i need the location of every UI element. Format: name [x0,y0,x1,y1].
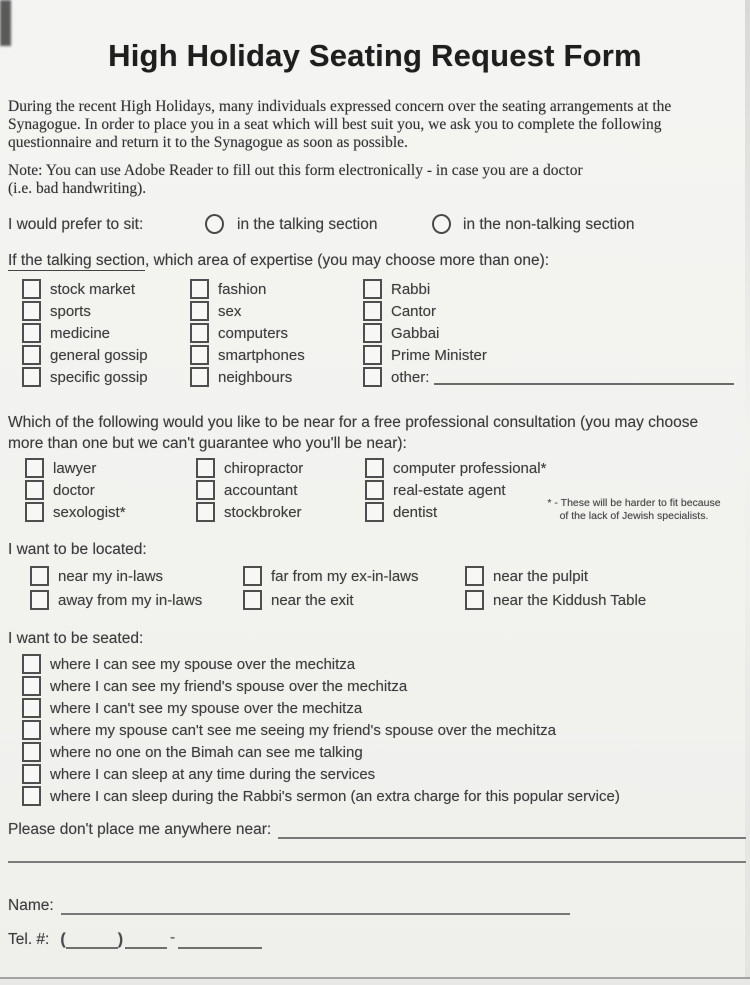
checkbox-label: chiropractor [224,459,304,477]
checkbox-label: where I can see my spouse over the mechitza [50,655,356,673]
checkbox[interactable] [22,720,41,740]
checkbox-label: neighbours [218,368,293,386]
checkbox-label: other: [391,368,430,386]
checkbox[interactable] [196,502,215,522]
checkbox[interactable] [30,566,49,586]
checkbox[interactable] [22,676,41,696]
specialists-footnote [527,497,741,522]
checkbox-label: Gabbai [391,324,440,342]
checkbox[interactable] [22,786,41,806]
checkbox-label: near the exit [271,591,354,609]
checkbox-option [363,322,734,344]
checkbox-label: computers [218,324,289,342]
checkbox-label: Cantor [391,302,437,320]
scan-edge-bottom-fill [0,979,750,985]
checkbox-label: computer professional* [393,459,547,477]
checkbox[interactable] [22,301,41,321]
name-row [8,896,570,915]
expertise-grid [0,278,750,388]
checkbox[interactable] [22,345,41,365]
checkbox[interactable] [25,458,44,478]
checkbox-label: accountant [224,481,298,499]
checkbox[interactable] [190,345,209,365]
avoid-label: Please don't place me anywhere near: [8,821,272,838]
checkbox-option [25,457,196,479]
checkbox-label: sexologist* [53,503,126,521]
checkbox-label: real-estate agent [393,481,506,499]
checkbox-option [465,588,646,612]
checkbox-option [363,278,734,300]
name-label: Name: [8,897,54,914]
checkbox-option [365,479,546,501]
checkbox[interactable] [363,301,382,321]
checkbox-column [25,457,196,523]
checkbox-option [30,588,243,612]
checkbox-option [190,366,363,388]
checkbox-label: stock market [50,280,136,298]
checkbox-label: away from my in-laws [58,591,203,609]
avoid-row [8,820,746,839]
tel-paren-open: ( [60,931,66,948]
checkbox[interactable] [190,279,209,299]
checkbox-option [190,278,363,300]
tel-label: Tel. #: [8,931,50,948]
checkbox-label: near the pulpit [493,567,589,585]
checkbox[interactable] [196,458,215,478]
checkbox-label: near the Kiddush Table [493,591,647,609]
text-line: Which of the following would you like to be near for a free professional consultation (you may choose [8,414,699,431]
checkbox-label: doctor [53,481,95,499]
checkbox[interactable] [465,566,484,586]
checkbox-option [22,322,190,344]
checkbox-option [22,675,750,697]
checkbox[interactable] [22,367,41,387]
checkbox-option [22,300,190,322]
checkbox-option [22,741,750,763]
checkbox-option [243,564,465,588]
checkbox-option [196,457,365,479]
checkbox-option [363,344,734,366]
checkbox-label: lawyer [53,459,97,477]
checkbox-label: where I can see my friend's spouse over the mechitza [50,677,408,695]
checkbox[interactable] [363,345,382,365]
radio-label-talking: in the talking section [237,216,378,233]
checkbox-option [363,300,734,322]
checkbox-column [196,457,365,523]
expertise-heading-rest: , which area of expertise (you may choose more than one): [145,252,550,269]
checkbox-option [363,366,734,388]
checkbox-column [243,564,465,612]
checkbox-label: dentist [393,503,438,521]
checkbox-option [190,322,363,344]
text-line: Note: You can use Adobe Reader to fill out this form electronically - in case you are a doctor [8,162,583,179]
seated-list [0,653,750,807]
checkbox[interactable] [243,566,262,586]
text-line: more than one but we can't guarantee who you'll be near): [8,435,407,452]
checkbox[interactable] [365,458,384,478]
checkbox[interactable] [30,590,49,610]
checkbox-label: general gossip [50,346,148,364]
checkbox[interactable] [363,323,382,343]
checkbox-label: medicine [50,324,111,342]
checkbox[interactable] [22,764,41,784]
avoid-input-line-2[interactable] [8,843,746,863]
text-line: questionnaire and return it to the Synagogue as soon as possible. [8,134,408,151]
checkbox[interactable] [363,367,382,387]
checkbox[interactable] [22,279,41,299]
other-input-line[interactable] [434,370,734,385]
checkbox-label: where no one on the Bimah can see me talking [50,743,363,761]
tel-row [8,929,262,949]
checkbox-label: smartphones [218,346,305,364]
checkbox-column [363,278,734,388]
checkbox-option [25,501,196,523]
checkbox-option [22,719,750,741]
intro-paragraph [8,98,720,152]
checkbox[interactable] [365,502,384,522]
checkbox-option [22,785,750,807]
tel-suffix-line[interactable] [178,933,262,949]
checkbox[interactable] [465,590,484,610]
radio-talking-section[interactable] [205,214,224,234]
avoid-input-line[interactable] [278,820,746,839]
text-line: (i.e. bad handwriting). [8,180,147,197]
checkbox-option [365,457,546,479]
checkbox-label: fashion [218,280,267,298]
checkbox-option [25,479,196,501]
form-title: High Holiday Seating Request Form [108,38,642,73]
checkbox[interactable] [25,502,44,522]
located-grid [0,564,750,612]
checkbox-label: far from my ex-in-laws [271,567,419,585]
text-line: of the lack of Jewish specialists. [559,509,709,522]
checkbox-label: sex [218,302,242,320]
checkbox[interactable] [25,480,44,500]
text-line: * - These will be harder to fit because [547,497,721,509]
checkbox-column [22,278,190,388]
radio-label-non-talking: in the non-talking section [463,216,635,233]
checkbox-option [196,479,365,501]
checkbox-column [30,564,243,612]
tel-dash: - [170,929,176,946]
checkbox-label: where my spouse can't see me seeing my friend's spouse over the mechitza [50,721,556,739]
checkbox-option [22,344,190,366]
note-paragraph [8,162,720,198]
checkbox[interactable] [190,323,209,343]
checkbox-label: Rabbi [391,280,431,298]
expertise-heading [8,250,738,271]
checkbox-label: sports [50,302,91,320]
checkbox-option [190,300,363,322]
tel-paren-close: ) [117,931,124,948]
consultation-heading [8,412,742,454]
seated-heading: I want to be seated: [8,630,144,647]
prefer-to-sit-row [8,212,742,240]
checkbox-option [190,344,363,366]
checkbox-option [30,564,243,588]
checkbox-option [465,564,646,588]
checkbox-option [22,763,750,785]
checkbox[interactable] [365,480,384,500]
checkbox-option [22,366,190,388]
checkbox-option [22,697,750,719]
checkbox[interactable] [22,654,41,674]
checkbox-column [190,278,363,388]
checkbox-option [22,278,190,300]
checkbox-option [22,653,750,675]
prefer-to-sit-label: I would prefer to sit: [8,216,144,233]
checkbox[interactable] [363,279,382,299]
checkbox[interactable] [190,367,209,387]
text-line: During the recent High Holidays, many individuals expressed concern over the seating arrangements at the [8,98,672,115]
checkbox[interactable] [196,480,215,500]
checkbox-option [196,501,365,523]
checkbox-label: where I can sleep at any time during the services [50,765,376,783]
checkbox-label: specific gossip [50,368,148,386]
checkbox-option [365,501,546,523]
text-line: Synagogue. In order to place you in a seat which will best suit you, we ask you to complete the following [8,116,662,133]
checkbox[interactable] [190,301,209,321]
checkbox-label: stockbroker [224,503,302,521]
tel-prefix-line[interactable] [125,933,167,949]
checkbox-option [243,588,465,612]
checkbox[interactable] [22,698,41,718]
expertise-heading-underlined: If the talking section [8,252,145,269]
tel-area-code-line[interactable] [66,933,118,949]
checkbox-label: where I can sleep during the Rabbi's sermon (an extra charge for this popular service) [50,787,620,805]
located-heading: I want to be located: [8,541,147,558]
checkbox[interactable] [22,323,41,343]
checkbox-column [465,564,646,612]
checkbox-label: near my in-laws [58,567,164,585]
checkbox[interactable] [22,742,41,762]
checkbox-label: where I can't see my spouse over the mechitza [50,699,363,717]
name-input-line[interactable] [61,896,570,915]
checkbox-column [365,457,546,523]
checkbox[interactable] [243,590,262,610]
radio-non-talking-section[interactable] [432,214,451,234]
checkbox-label: Prime Minister [391,346,487,364]
